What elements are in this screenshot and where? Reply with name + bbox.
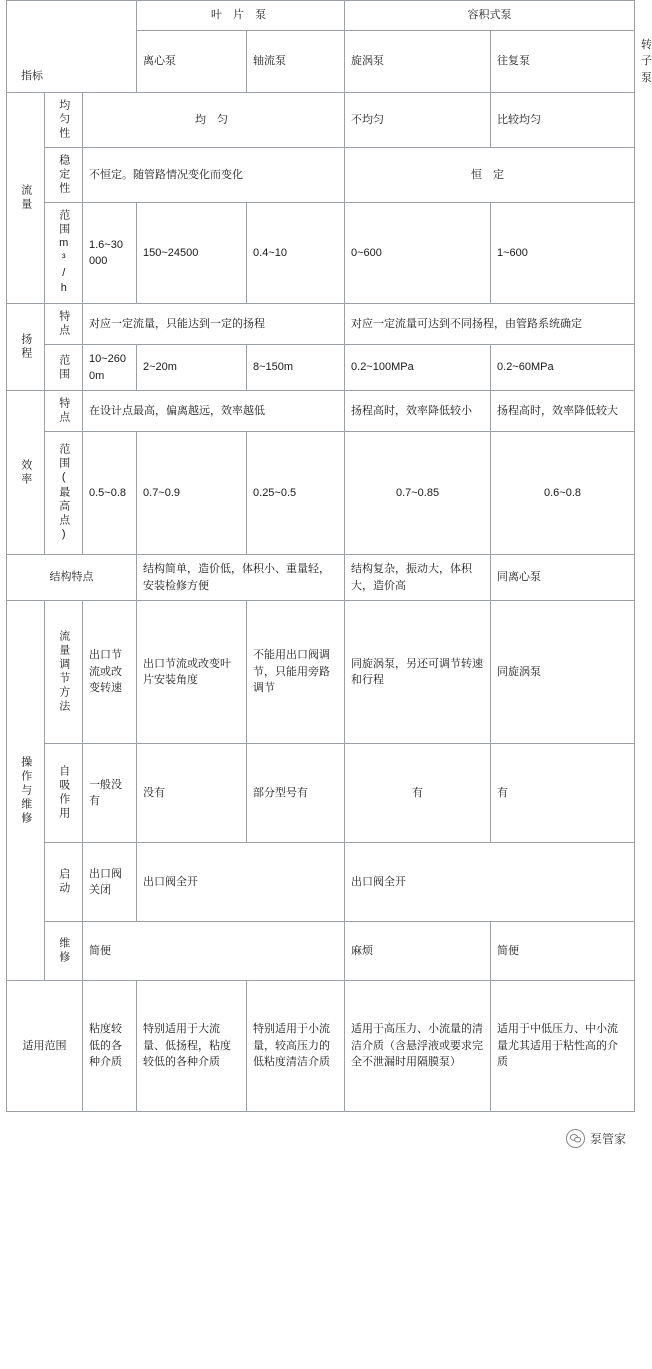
table-row xyxy=(7,981,635,1112)
table-row xyxy=(7,345,635,391)
cell-headrange-axial: 2~20m xyxy=(137,345,247,391)
table-row xyxy=(7,304,635,345)
cell-headrange-rotor: 0.2~60MPa xyxy=(491,345,635,391)
cell-structure-rotor: 同离心泵 xyxy=(491,555,635,601)
row-label-start: 启动 xyxy=(45,843,83,922)
row-label-uniformity: 均匀性 xyxy=(45,93,83,148)
cell-efffeature-vane: 在设计点最高，偏离越远，效率越低 xyxy=(83,391,345,432)
cell-stability-positive: 恒 定 xyxy=(345,148,635,203)
row-label-eff-feature: 特点 xyxy=(45,391,83,432)
cell-structure-reciprocating: 结构复杂，振动大，体积大，造价高 xyxy=(345,555,491,601)
row-group-efficiency-label: 效率 xyxy=(19,458,32,487)
cell-flowrange-vortex: 0.4~10 xyxy=(247,203,345,304)
cell-uniformity-vane: 均 匀 xyxy=(83,93,345,148)
row-label-self-prime: 自吸作用 xyxy=(45,744,83,843)
pump-comparison-table xyxy=(6,0,652,1112)
cell-selfprime-vortex: 部分型号有 xyxy=(247,744,345,843)
col-header-centrifugal: 离心泵 xyxy=(137,30,247,93)
row-label-head-range: 范围 xyxy=(45,345,83,391)
row-group-operation xyxy=(7,601,45,981)
col-header-reciprocating: 往复泵 xyxy=(491,30,635,93)
cell-flowrange-reciprocating: 0~600 xyxy=(345,203,491,304)
cell-application-centrifugal: 粘度较低的各种介质 xyxy=(83,981,137,1112)
cell-headrange-reciprocating: 0.2~100MPa xyxy=(345,345,491,391)
cell-maintain-rotor: 简便 xyxy=(491,922,635,981)
row-group-head-label: 扬程 xyxy=(19,333,32,361)
cell-headrange-vortex: 8~150m xyxy=(247,345,345,391)
cell-flowadjust-reciprocating: 同旋涡泵，另还可调节转速和行程 xyxy=(345,601,491,744)
table-row xyxy=(7,391,635,432)
row-label-structure: 结构特点 xyxy=(7,555,137,601)
table-row xyxy=(7,93,635,148)
cell-selfprime-axial: 没有 xyxy=(137,744,247,843)
table-header-col-row: 离心泵 轴流泵 旋涡泵 往复泵 转子泵 xyxy=(7,30,635,93)
table-header-group-row xyxy=(7,1,635,31)
row-group-efficiency xyxy=(7,391,45,555)
cell-effrange-rotor: 0.6~0.8 xyxy=(491,432,635,555)
cell-flowadjust-vortex: 不能用出口阀调节，只能用旁路调节 xyxy=(247,601,345,744)
cell-stability-vane: 不恒定。随管路情况变化而变化 xyxy=(83,148,345,203)
cell-maintain-vane: 简便 xyxy=(83,922,345,981)
row-group-flow-label: 流量 xyxy=(19,184,32,212)
cell-headfeature-vane: 对应一定流量，只能达到一定的扬程 xyxy=(83,304,345,345)
cell-flowrange-centrifugal: 1.6~30 000 xyxy=(83,203,137,304)
cell-uniformity-rotor: 比较均匀 xyxy=(491,93,635,148)
group-header-positive: 容积式泵 xyxy=(345,1,635,31)
table-row xyxy=(7,922,635,981)
footer xyxy=(0,1112,640,1164)
wechat-icon xyxy=(566,1129,585,1148)
cell-flowadjust-centrifugal: 出口节流或改变转速 xyxy=(83,601,137,744)
cell-structure-vane: 结构简单，造价低，体积小、重量轻，安装检修方便 xyxy=(137,555,345,601)
cell-start-centrifugal: 出口阀关闭 xyxy=(83,843,137,922)
table-row xyxy=(7,203,635,304)
cell-selfprime-centrifugal: 一般没有 xyxy=(83,744,137,843)
table-row xyxy=(7,148,635,203)
cell-flowrange-rotor: 1~600 xyxy=(491,203,635,304)
corner-cell xyxy=(7,1,137,93)
row-group-head xyxy=(7,304,45,391)
source-badge-label: 泵管家 xyxy=(589,1131,626,1146)
cell-efffeature-reciprocating: 扬程高时，效率降低较小 xyxy=(345,391,491,432)
cell-selfprime-rotor: 有 xyxy=(491,744,635,843)
row-label-head-feature: 特点 xyxy=(45,304,83,345)
cell-effrange-reciprocating: 0.7~0.85 xyxy=(345,432,491,555)
cell-effrange-axial: 0.7~0.9 xyxy=(137,432,247,555)
cell-efffeature-rotor: 扬程高时，效率降低较大 xyxy=(491,391,635,432)
cell-application-reciprocating: 适用于高压力、小流量的清洁介质（含悬浮液或要求完全不泄漏时用隔膜泵） xyxy=(345,981,491,1112)
col-header-axial: 轴流泵 xyxy=(247,30,345,93)
row-group-flow xyxy=(7,93,45,304)
row-label-eff-range: 范围(最高点) xyxy=(45,432,83,555)
cell-application-rotor: 适用于中低压力、中小流量尤其适用于粘性高的介质 xyxy=(491,981,635,1112)
row-label-stability: 稳定性 xyxy=(45,148,83,203)
row-label-flow-adjust: 流量调节方法 xyxy=(45,601,83,744)
cell-uniformity-reciprocating: 不均匀 xyxy=(345,93,491,148)
table-row xyxy=(7,555,635,601)
corner-label: 指标 xyxy=(21,69,43,82)
row-label-flow-range: 范围m³/h xyxy=(45,203,83,304)
source-badge xyxy=(566,1129,626,1148)
cell-maintain-reciprocating: 麻烦 xyxy=(345,922,491,981)
cell-headfeature-positive: 对应一定流量可达到不同扬程，由管路系统确定 xyxy=(345,304,635,345)
col-header-vortex: 旋涡泵 xyxy=(345,30,491,93)
cell-flowadjust-axial: 出口节流或改变叶片安装角度 xyxy=(137,601,247,744)
table-row xyxy=(7,843,635,922)
group-header-vane: 叶 片 泵 xyxy=(137,1,345,31)
table-row xyxy=(7,432,635,555)
table-row xyxy=(7,744,635,843)
cell-application-axial: 特别适用于大流量、低扬程，粘度较低的各种介质 xyxy=(137,981,247,1112)
cell-start-axial: 出口阀全开 xyxy=(137,843,345,922)
row-label-maintain: 维修 xyxy=(45,922,83,981)
row-group-operation-label: 操作与维修 xyxy=(19,755,32,826)
cell-headrange-centrifugal: 10~2600m xyxy=(83,345,137,391)
table-row xyxy=(7,601,635,744)
cell-flowrange-axial: 150~24500 xyxy=(137,203,247,304)
cell-start-positive: 出口阀全开 xyxy=(345,843,635,922)
cell-application-vortex: 特别适用于小流量，较高压力的低粘度清洁介质 xyxy=(247,981,345,1112)
cell-selfprime-reciprocating: 有 xyxy=(345,744,491,843)
cell-effrange-centrifugal: 0.5~0.8 xyxy=(83,432,137,555)
row-label-application: 适用范围 xyxy=(7,981,83,1112)
cell-effrange-vortex: 0.25~0.5 xyxy=(247,432,345,555)
cell-flowadjust-rotor: 同旋涡泵 xyxy=(491,601,635,744)
